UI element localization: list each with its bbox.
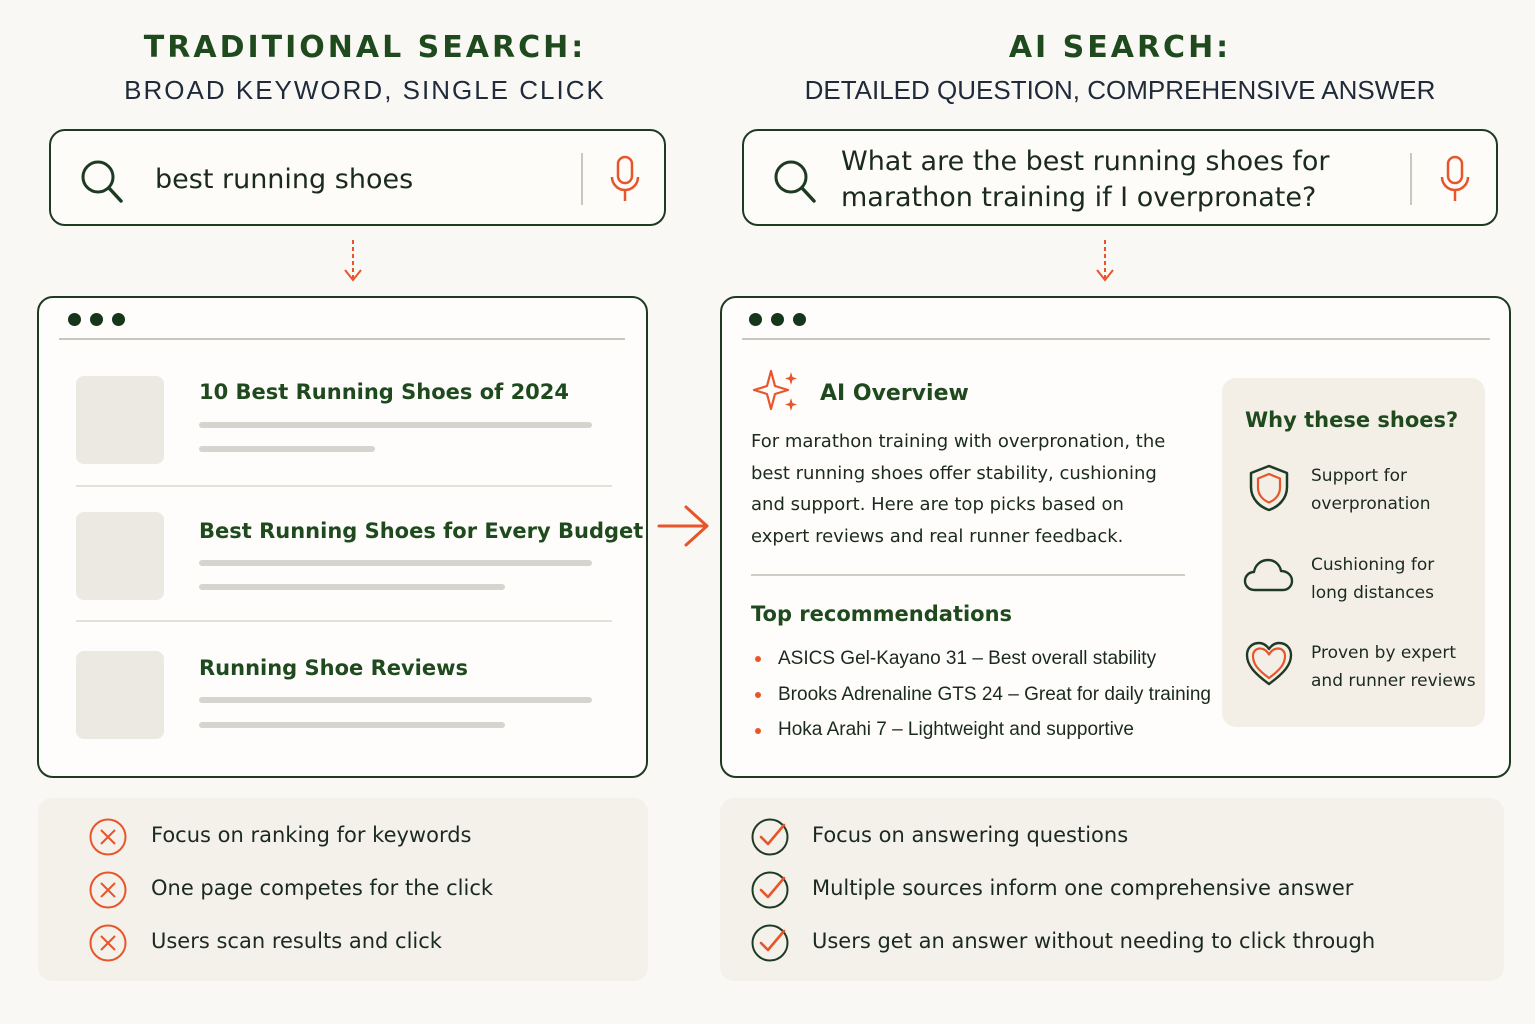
right-search-bar[interactable] bbox=[742, 129, 1498, 226]
ai-overview-paragraph bbox=[751, 426, 1211, 552]
check-circle-icon bbox=[750, 870, 792, 914]
recommendation-item[interactable]: Brooks Adrenaline GTS 24 – Great for daily training bbox=[778, 684, 1212, 705]
why-item-text bbox=[1311, 639, 1476, 695]
right-point-text: Users get an answer without needing to click through bbox=[812, 929, 1376, 953]
result-title[interactable]: Best Running Shoes for Every Budget bbox=[199, 519, 644, 543]
ai-answer-window bbox=[720, 296, 1511, 778]
why-item-text bbox=[1311, 462, 1430, 518]
left-search-bar[interactable] bbox=[49, 129, 666, 226]
right-search-input[interactable] bbox=[841, 144, 1330, 216]
search-icon bbox=[772, 157, 818, 205]
window-dot bbox=[112, 313, 125, 326]
recommendations-title: Top recommendations bbox=[751, 602, 1013, 626]
why-title: Why these shoes? bbox=[1245, 408, 1459, 432]
why-line: Proven by expert bbox=[1311, 643, 1457, 663]
left-point-text: One page competes for the click bbox=[151, 876, 494, 900]
check-circle-icon bbox=[750, 923, 792, 967]
x-circle-icon bbox=[88, 870, 128, 914]
right-title: AI SEARCH: bbox=[1008, 30, 1232, 65]
search-divider bbox=[1410, 153, 1412, 205]
paragraph-line: best running shoes offer stability, cushioning bbox=[751, 462, 1157, 484]
result-thumbnail bbox=[76, 376, 164, 464]
why-line: and runner reviews bbox=[1311, 671, 1476, 691]
left-heading bbox=[40, 30, 690, 106]
window-dot bbox=[793, 313, 806, 326]
microphone-icon[interactable] bbox=[608, 155, 642, 205]
left-title: TRADITIONAL SEARCH: bbox=[143, 30, 587, 65]
window-header-rule bbox=[742, 338, 1490, 340]
bullet-dot bbox=[755, 728, 761, 734]
left-point-text: Users scan results and click bbox=[151, 929, 442, 953]
check-circle-icon bbox=[750, 817, 792, 861]
window-dot bbox=[771, 313, 784, 326]
heart-icon bbox=[1244, 640, 1294, 688]
result-thumbnail bbox=[76, 651, 164, 739]
window-dot bbox=[90, 313, 103, 326]
bullet-dot bbox=[755, 656, 761, 662]
paragraph-line: expert reviews and real runner feedback. bbox=[751, 525, 1124, 547]
window-dot bbox=[68, 313, 81, 326]
paragraph-line: and support. Here are top picks based on bbox=[751, 494, 1124, 515]
x-circle-icon bbox=[88, 923, 128, 967]
window-dot bbox=[749, 313, 762, 326]
right-point-text: Focus on answering questions bbox=[812, 823, 1129, 847]
arrow-right-icon bbox=[656, 503, 712, 549]
query-line: What are the best running shoes for bbox=[841, 146, 1330, 177]
result-separator bbox=[76, 620, 612, 622]
result-separator bbox=[76, 485, 612, 487]
why-these-shoes-panel bbox=[1222, 378, 1485, 727]
left-point-text: Focus on ranking for keywords bbox=[151, 823, 472, 847]
paragraph-line: For marathon training with overpronation, the bbox=[751, 431, 1166, 452]
right-heading bbox=[760, 30, 1480, 106]
search-divider bbox=[581, 153, 583, 205]
placeholder-line bbox=[199, 584, 505, 590]
why-line: Cushioning for bbox=[1311, 555, 1435, 575]
placeholder-line bbox=[199, 697, 592, 703]
placeholder-line bbox=[199, 560, 592, 566]
left-results-window bbox=[37, 296, 648, 778]
placeholder-line bbox=[199, 422, 592, 428]
left-search-input[interactable]: best running shoes bbox=[155, 164, 414, 195]
placeholder-line bbox=[199, 446, 375, 452]
recommendation-item[interactable]: ASICS Gel-Kayano 31 – Best overall stability bbox=[778, 648, 1157, 669]
cloud-icon bbox=[1243, 556, 1295, 594]
result-title[interactable]: Running Shoe Reviews bbox=[199, 656, 469, 680]
right-points-panel bbox=[720, 798, 1504, 981]
query-line: marathon training if I overpronate? bbox=[841, 182, 1317, 213]
left-subtitle: BROAD KEYWORD, SINGLE CLICK bbox=[124, 75, 606, 105]
dashed-arrow-down-icon bbox=[1094, 238, 1116, 284]
why-item-text bbox=[1311, 551, 1434, 607]
placeholder-line bbox=[199, 722, 505, 728]
left-points-panel bbox=[38, 798, 648, 981]
search-icon bbox=[79, 157, 125, 205]
ai-overview-label: AI Overview bbox=[820, 381, 969, 406]
right-point-text: Multiple sources inform one comprehensive answer bbox=[812, 876, 1354, 900]
shield-icon bbox=[1247, 463, 1291, 513]
microphone-icon[interactable] bbox=[1438, 155, 1472, 205]
window-header-rule bbox=[59, 338, 625, 340]
sparkle-icon bbox=[751, 368, 801, 414]
x-circle-icon bbox=[88, 817, 128, 861]
why-line: Support for bbox=[1311, 466, 1407, 486]
recommendation-item[interactable]: Hoka Arahi 7 – Lightweight and supportive bbox=[778, 719, 1134, 740]
dashed-arrow-down-icon bbox=[342, 238, 364, 284]
result-title[interactable]: 10 Best Running Shoes of 2024 bbox=[199, 380, 570, 404]
overview-separator bbox=[751, 574, 1185, 576]
why-line: overpronation bbox=[1311, 494, 1431, 514]
result-thumbnail bbox=[76, 512, 164, 600]
right-subtitle: DETAILED QUESTION, COMPREHENSIVE ANSWER bbox=[804, 75, 1436, 105]
why-line: long distances bbox=[1311, 583, 1434, 603]
bullet-dot bbox=[755, 692, 761, 698]
